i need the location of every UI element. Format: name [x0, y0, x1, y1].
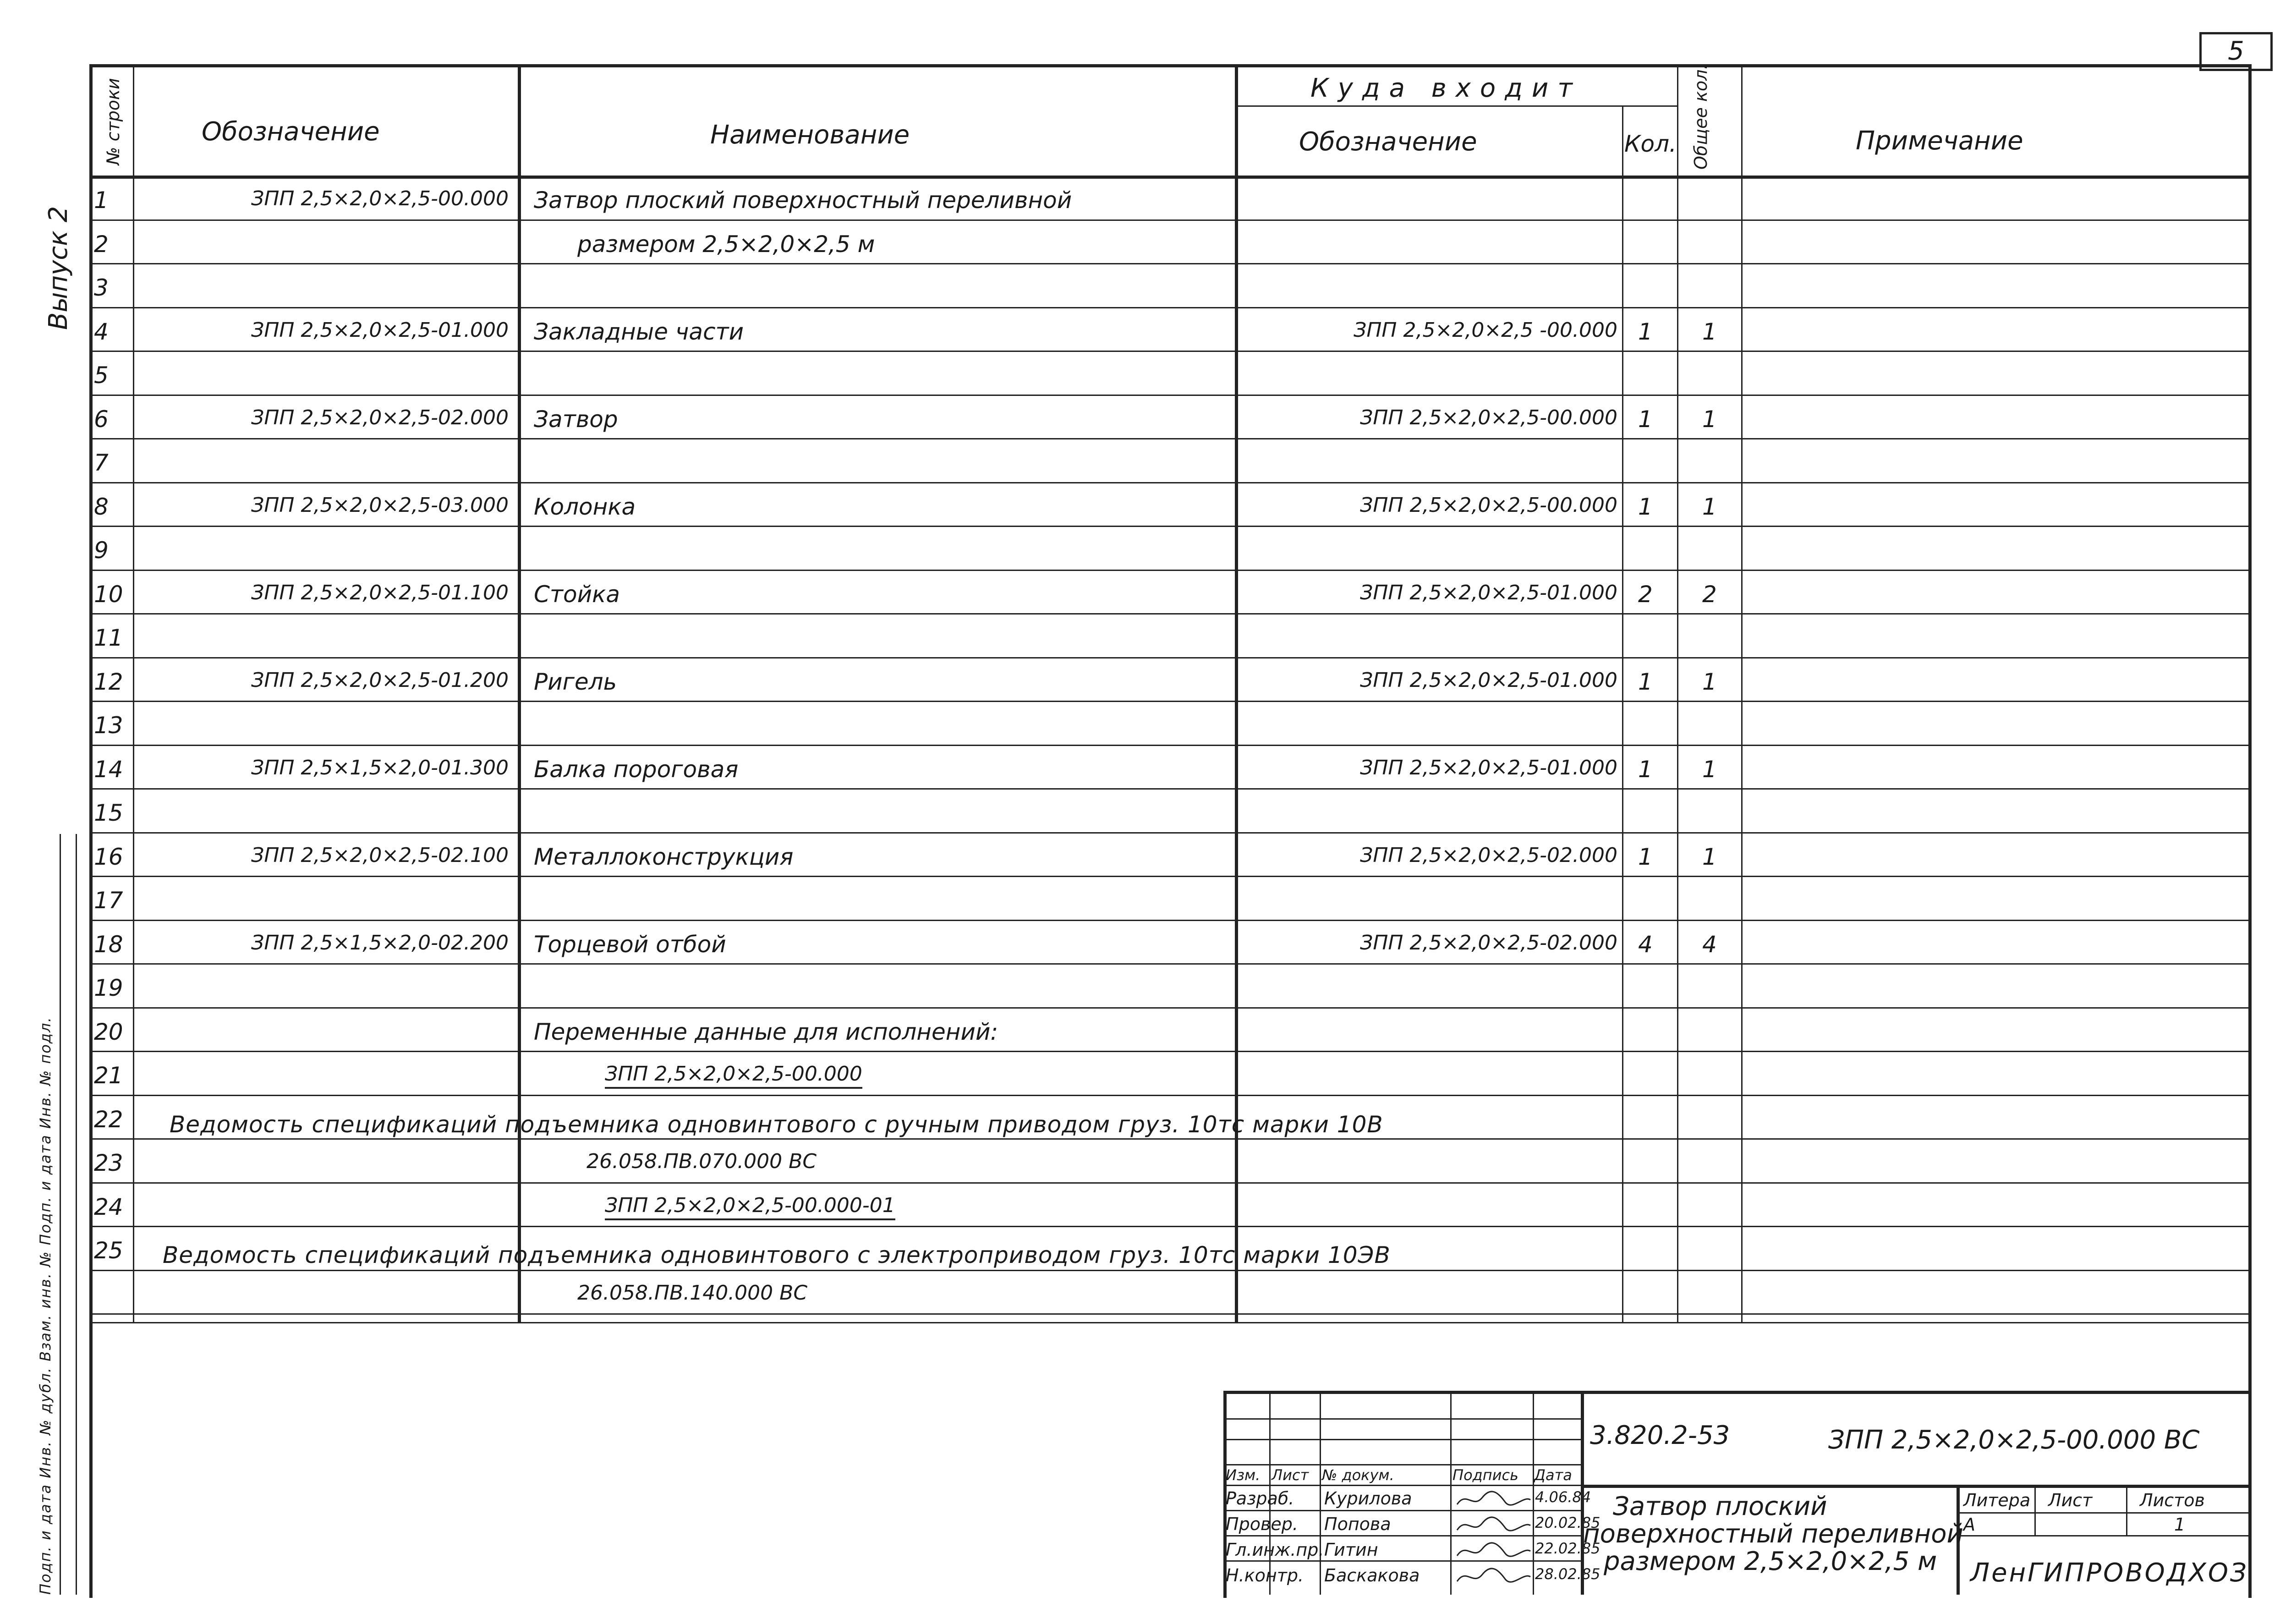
litera-values-line	[1957, 1535, 2248, 1536]
row-number: 8	[94, 494, 109, 520]
row-line	[89, 263, 2248, 264]
row-number: 22	[94, 1106, 123, 1133]
row-line	[89, 351, 2248, 352]
row-number: 24	[94, 1194, 123, 1220]
row-line	[89, 570, 2248, 571]
title-grid-line	[1223, 1464, 1581, 1465]
span-text-row-25: Ведомость спецификаций подъемника одновинтового с электроприводом груз. 10тс марки 10ЭВ	[163, 1242, 1391, 1268]
row-number: 6	[94, 406, 109, 433]
row-line	[89, 1138, 2248, 1140]
sheet-number: 5	[2228, 36, 2244, 66]
title-col-header: Подпись	[1452, 1466, 1518, 1484]
row-line	[89, 307, 2248, 308]
row-designation: ЗПП 2,5×2,0×2,5-02.000	[251, 406, 509, 429]
row-goes-into: ЗПП 2,5×2,0×2,5-02.000	[1360, 931, 1617, 955]
row-total-qty: 1	[1702, 318, 1717, 345]
spec-table	[89, 64, 2252, 1598]
organization: ЛенГИПРОВОДХОЗ	[1970, 1558, 2248, 1588]
row-number: 9	[94, 537, 109, 564]
row-qty: 1	[1638, 756, 1653, 783]
row-number: 18	[94, 931, 123, 958]
row-number: 16	[94, 844, 123, 870]
row-number: 12	[94, 669, 123, 695]
row-line	[89, 788, 2248, 790]
title-grid-col	[1533, 1391, 1534, 1595]
header-note: Примечание	[1856, 126, 2023, 156]
side-label-stamps: Подп. и дата Инв. № дубл. Взам. инв. № Подп. и дата Инв. № подл.	[37, 1016, 54, 1595]
row-line	[89, 701, 2248, 702]
row-name: 26.058.ПВ.070.000 ВС	[586, 1150, 817, 1173]
row-total-qty: 4	[1702, 931, 1717, 958]
row-number: 15	[94, 800, 123, 826]
sheet-label: Лист	[2048, 1490, 2093, 1510]
title-grid-col	[1450, 1391, 1452, 1595]
row-designation: ЗПП 2,5×2,0×2,5-01.000	[251, 318, 509, 342]
header-designation: Обозначение	[202, 117, 380, 147]
row-number: 19	[94, 975, 123, 1001]
doc-designation: ЗПП 2,5×2,0×2,5-00.000 ВС	[1828, 1425, 2200, 1455]
row-line	[89, 613, 2248, 614]
sheets-label: Листов	[2140, 1490, 2205, 1510]
row-number: 13	[94, 712, 123, 739]
row-name: размером 2,5×2,0×2,5 м	[577, 231, 875, 258]
row-line	[89, 832, 2248, 834]
row-line	[89, 1270, 2248, 1271]
row-line	[89, 876, 2248, 877]
row-line	[89, 438, 2248, 439]
title-person-name: Курилова	[1324, 1488, 1412, 1509]
title-person-name: Попова	[1324, 1514, 1391, 1534]
row-name: Затвор	[534, 406, 618, 433]
row-number: 10	[94, 581, 123, 608]
row-name: Переменные данные для исполнений:	[534, 1019, 998, 1045]
row-designation: ЗПП 2,5×2,0×2,5-01.100	[251, 581, 509, 604]
title-col-header: № докум.	[1322, 1466, 1394, 1484]
row-line	[89, 1182, 2248, 1184]
row-name: ЗПП 2,5×2,0×2,5-00.000	[605, 1062, 862, 1089]
title-person-role: Разраб.	[1226, 1488, 1294, 1509]
row-line	[89, 657, 2248, 658]
row-name: Стойка	[534, 581, 620, 608]
row-name: Балка пороговая	[534, 756, 739, 783]
title-col-header: Лист	[1272, 1466, 1309, 1484]
row-goes-into: ЗПП 2,5×2,0×2,5-01.000	[1360, 669, 1617, 692]
row-name: ЗПП 2,5×2,0×2,5-00.000-01	[605, 1194, 895, 1220]
header-qty: Кол.	[1624, 131, 1677, 157]
row-number: 14	[94, 756, 123, 783]
title-line-2: поверхностный переливной	[1583, 1519, 1963, 1549]
title-person-name: Баскакова	[1324, 1565, 1420, 1586]
row-line	[89, 1313, 2248, 1315]
signature-mark	[1455, 1514, 1533, 1537]
row-name: Затвор плоский поверхностный переливной	[534, 187, 1072, 214]
row-qty: 1	[1638, 494, 1653, 520]
title-line-1: Затвор плоский	[1613, 1492, 1827, 1521]
title-grid-line	[1223, 1485, 1581, 1486]
title-person-role: Провер.	[1226, 1514, 1298, 1534]
row-number: 25	[94, 1237, 123, 1264]
litera-value: А	[1963, 1514, 1975, 1535]
row-name: Закладные части	[534, 318, 744, 345]
signature-mark	[1455, 1488, 1533, 1511]
row-qty: 1	[1638, 844, 1653, 870]
title-col-header: Дата	[1534, 1466, 1572, 1484]
signature-mark	[1455, 1565, 1533, 1588]
header-subdivider	[1235, 105, 1677, 107]
title-line-3: размером 2,5×2,0×2,5 м	[1604, 1547, 1937, 1576]
span-text-row-22: Ведомость спецификаций подъемника одновинтового с ручным приводом груз. 10тс марки 10В	[170, 1111, 1383, 1138]
row-total-qty: 1	[1702, 669, 1717, 695]
row-number: 21	[94, 1062, 123, 1089]
row-designation: ЗПП 2,5×2,0×2,5-02.100	[251, 844, 509, 867]
row-goes-into: ЗПП 2,5×2,0×2,5-02.000	[1360, 844, 1617, 867]
doc-code: 3.820.2-53	[1590, 1421, 1730, 1450]
title-block-divider	[1581, 1485, 2248, 1488]
row-goes-into: ЗПП 2,5×2,0×2,5 -00.000	[1354, 318, 1617, 342]
row-number: 4	[94, 318, 109, 345]
title-person-date: 20.02.85	[1535, 1514, 1600, 1531]
row-qty: 4	[1638, 931, 1653, 958]
row-line	[89, 526, 2248, 527]
row-name: Ригель	[534, 669, 617, 695]
row-line	[89, 1007, 2248, 1009]
title-grid-line	[1223, 1439, 1581, 1440]
row-number: 20	[94, 1019, 123, 1045]
row-line	[89, 1226, 2248, 1227]
side-label-release: Выпуск 2	[44, 206, 73, 330]
title-person-date: 28.02.85	[1535, 1565, 1600, 1583]
row-name: 26.058.ПВ.140.000 ВС	[577, 1281, 808, 1305]
header-into-designation: Обозначение	[1299, 127, 1477, 157]
col-divider-qty	[1677, 64, 1678, 1322]
litera-label: Литера	[1963, 1490, 2031, 1510]
row-number: 3	[94, 274, 109, 301]
row-number: 1	[94, 187, 109, 214]
row-total-qty: 1	[1702, 756, 1717, 783]
side-stamp-border	[60, 834, 61, 1595]
header-row-no: № строки	[103, 78, 123, 165]
row-designation: ЗПП 2,5×2,0×2,5-01.200	[251, 669, 509, 692]
header-name: Наименование	[710, 120, 910, 150]
row-number: 2	[94, 231, 109, 258]
col-divider-total	[1741, 64, 1743, 1322]
row-designation: ЗПП 2,5×1,5×2,0-02.200	[251, 931, 509, 955]
row-goes-into: ЗПП 2,5×2,0×2,5-01.000	[1360, 581, 1617, 604]
signature-mark	[1455, 1540, 1533, 1563]
row-total-qty: 1	[1702, 844, 1717, 870]
row-line	[89, 1051, 2248, 1052]
row-line	[89, 920, 2248, 921]
row-number: 23	[94, 1150, 123, 1176]
row-goes-into: ЗПП 2,5×2,0×2,5-00.000	[1360, 494, 1617, 517]
row-total-qty: 1	[1702, 494, 1717, 520]
row-designation: ЗПП 2,5×1,5×2,0-01.300	[251, 756, 509, 779]
row-number: 5	[94, 362, 109, 389]
row-line	[89, 219, 2248, 221]
header-bottom-border	[89, 176, 2248, 179]
side-stamp-inner	[76, 834, 77, 1595]
title-block-mid-divider	[1581, 1391, 1584, 1595]
row-line	[89, 395, 2248, 396]
title-person-name: Гитин	[1324, 1540, 1378, 1560]
row-qty: 1	[1638, 669, 1653, 695]
title-person-date: 22.02.85	[1535, 1540, 1600, 1557]
row-name: Металлоконструкция	[534, 844, 794, 870]
row-goes-into: ЗПП 2,5×2,0×2,5-01.000	[1360, 756, 1617, 779]
title-person-date: 4.06.84	[1535, 1488, 1591, 1506]
title-grid-col	[1320, 1391, 1321, 1595]
row-number: 11	[94, 625, 123, 651]
row-number: 17	[94, 887, 123, 914]
table-bottom-border	[89, 1322, 2248, 1323]
sheet-divider	[2126, 1485, 2127, 1535]
title-person-role: Гл.инж.пр.	[1226, 1540, 1324, 1560]
litera-header-line	[1957, 1512, 2248, 1514]
title-person-role: Н.контр.	[1226, 1565, 1304, 1586]
row-qty: 1	[1638, 318, 1653, 345]
row-total-qty: 1	[1702, 406, 1717, 433]
row-total-qty: 2	[1702, 581, 1717, 608]
title-col-header: Изм.	[1226, 1466, 1261, 1484]
row-qty: 2	[1638, 581, 1653, 608]
header-total-qty: Общее кол.	[1691, 64, 1711, 170]
sheets-value: 1	[2174, 1514, 2186, 1535]
row-line	[89, 1095, 2248, 1096]
row-line	[89, 963, 2248, 965]
row-qty: 1	[1638, 406, 1653, 433]
title-grid-line	[1223, 1418, 1581, 1420]
litera-divider	[2034, 1485, 2036, 1535]
row-name: Торцевой отбой	[534, 931, 726, 958]
col-divider-rowno	[133, 64, 134, 1322]
row-goes-into: ЗПП 2,5×2,0×2,5-00.000	[1360, 406, 1617, 429]
row-line	[89, 745, 2248, 746]
row-designation: ЗПП 2,5×2,0×2,5-03.000	[251, 494, 509, 517]
header-goes-into: Куда входит	[1310, 73, 1582, 103]
row-name: Колонка	[534, 494, 636, 520]
row-line	[89, 482, 2248, 483]
row-number: 7	[94, 450, 109, 476]
row-designation: ЗПП 2,5×2,0×2,5-00.000	[251, 187, 509, 210]
